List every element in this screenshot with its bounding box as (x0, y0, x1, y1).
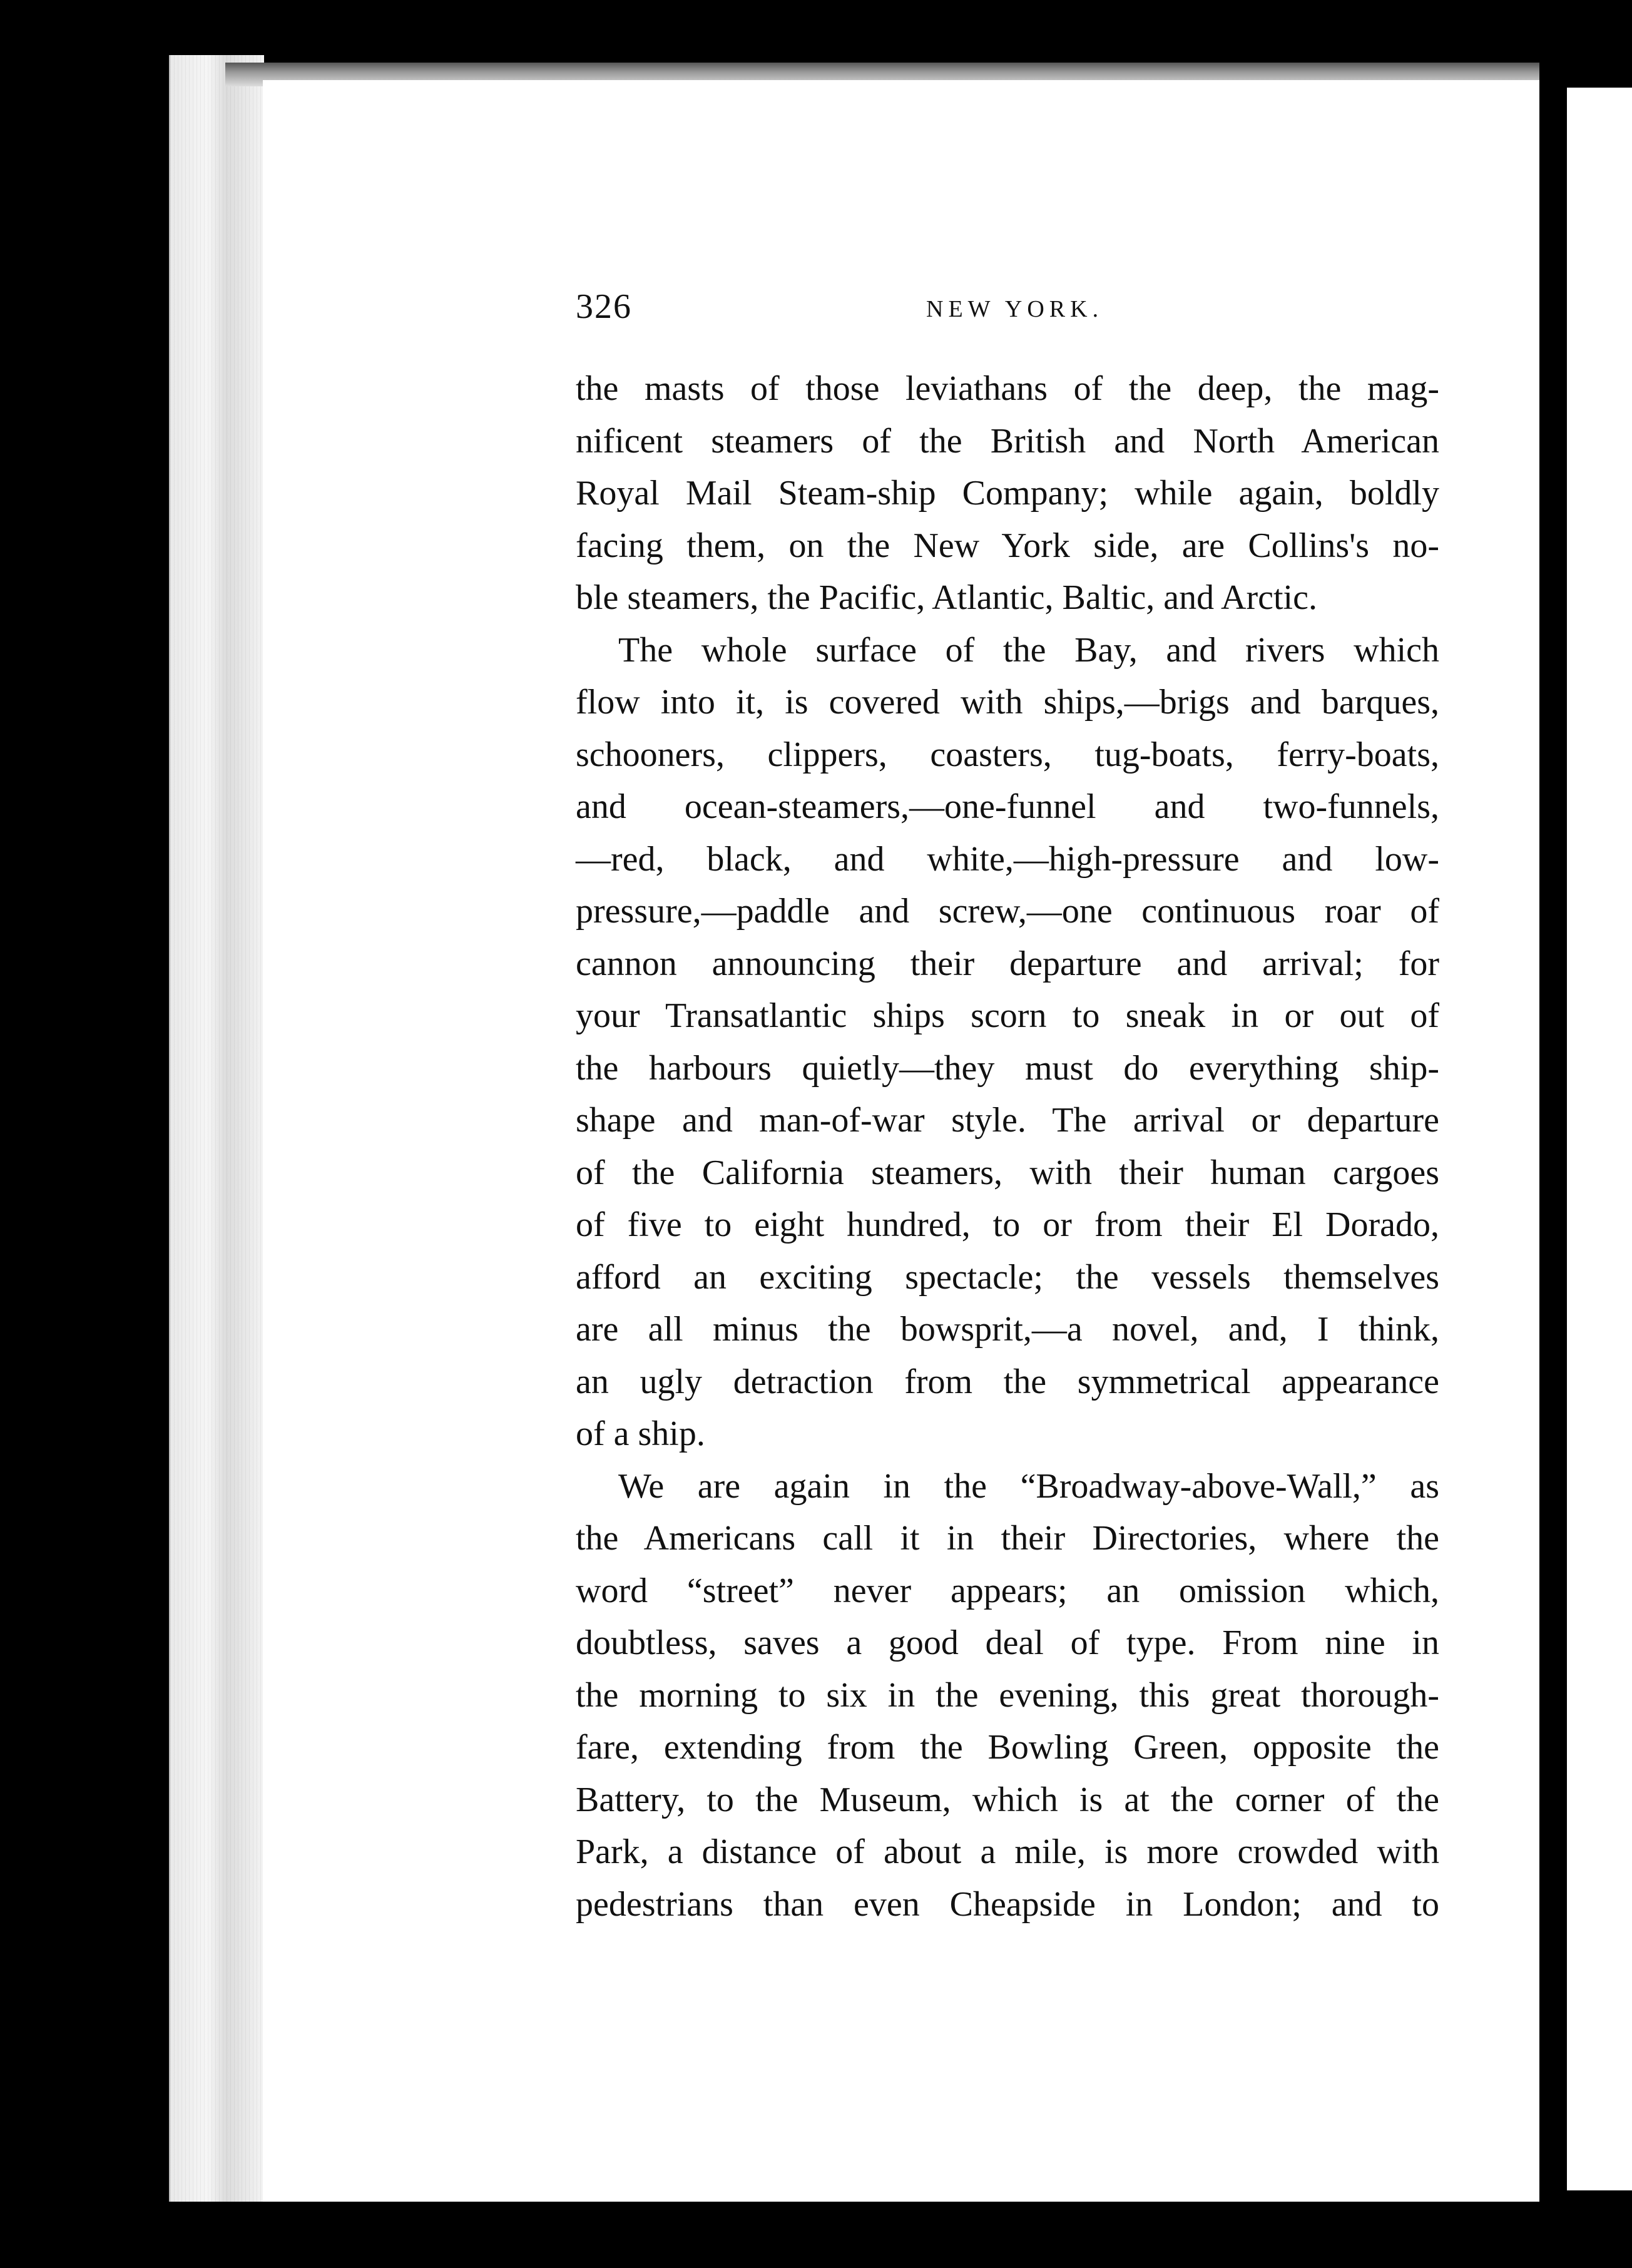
facing-page-edge (1558, 88, 1632, 2190)
text-line: of a ship. (576, 1414, 705, 1453)
text-line: are all minus the bowsprit,—a novel, and, I think, (576, 1310, 1439, 1349)
text-line: of the California steamers, with their human cargoes (576, 1153, 1439, 1192)
text-line: pedestrians than even Cheapside in London; and to (576, 1884, 1439, 1924)
text-line: your Transatlantic ships scorn to sneak in or out of (576, 996, 1439, 1035)
text-line: the Americans call it in their Directories, where the (576, 1519, 1439, 1558)
page-number: 326 (576, 287, 632, 326)
body-text (576, 363, 1439, 1931)
text-line: —red, black, and white,—high-pressure and low- (576, 839, 1439, 879)
text-line: nificent steamers of the British and North American (576, 421, 1439, 461)
text-line: doubtless, saves a good deal of type. From nine in (576, 1623, 1439, 1662)
text-line: Park, a distance of about a mile, is more crowded with (576, 1832, 1439, 1871)
text-line: The whole surface of the Bay, and rivers which (618, 630, 1439, 670)
text-line: schooners, clippers, coasters, tug-boats, ferry-boats, (576, 735, 1439, 774)
text-line: flow into it, is covered with ships,—brigs and barques, (576, 683, 1439, 722)
text-line: fare, extending from the Bowling Green, opposite the (576, 1728, 1439, 1767)
text-line: pressure,—paddle and screw,—one continuous roar of (576, 892, 1439, 931)
text-line: facing them, on the New York side, are Collins's no- (576, 526, 1439, 565)
text-line: the masts of those leviathans of the deep, the mag- (576, 369, 1439, 408)
text-line: Royal Mail Steam-ship Company; while again, boldly (576, 474, 1439, 513)
text-line: ble steamers, the Pacific, Atlantic, Baltic, and Arctic. (576, 578, 1317, 617)
text-line: the harbours quietly—they must do everything ship- (576, 1048, 1439, 1088)
running-head (576, 287, 1477, 337)
text-line: Battery, to the Museum, which is at the corner of the (576, 1780, 1439, 1819)
text-line: shape and man-of-war style. The arrival or departure (576, 1101, 1439, 1140)
text-line: afford an exciting spectacle; the vessels themselves (576, 1257, 1439, 1297)
text-line: of five to eight hundred, to or from their El Dorado, (576, 1205, 1439, 1244)
text-line: the morning to six in the evening, this great thorough- (576, 1675, 1439, 1715)
text-line: and ocean-steamers,—one-funnel and two-funnels, (576, 787, 1439, 826)
text-line: We are again in the “Broadway-above-Wall,” as (618, 1466, 1439, 1506)
text-line: an ugly detraction from the symmetrical appearance (576, 1362, 1439, 1401)
text-line: word “street” never appears; an omission which, (576, 1571, 1439, 1610)
running-title: NEW YORK. (926, 296, 1104, 322)
page-edges (169, 55, 264, 2202)
text-line: cannon announcing their departure and arrival; for (576, 944, 1439, 983)
